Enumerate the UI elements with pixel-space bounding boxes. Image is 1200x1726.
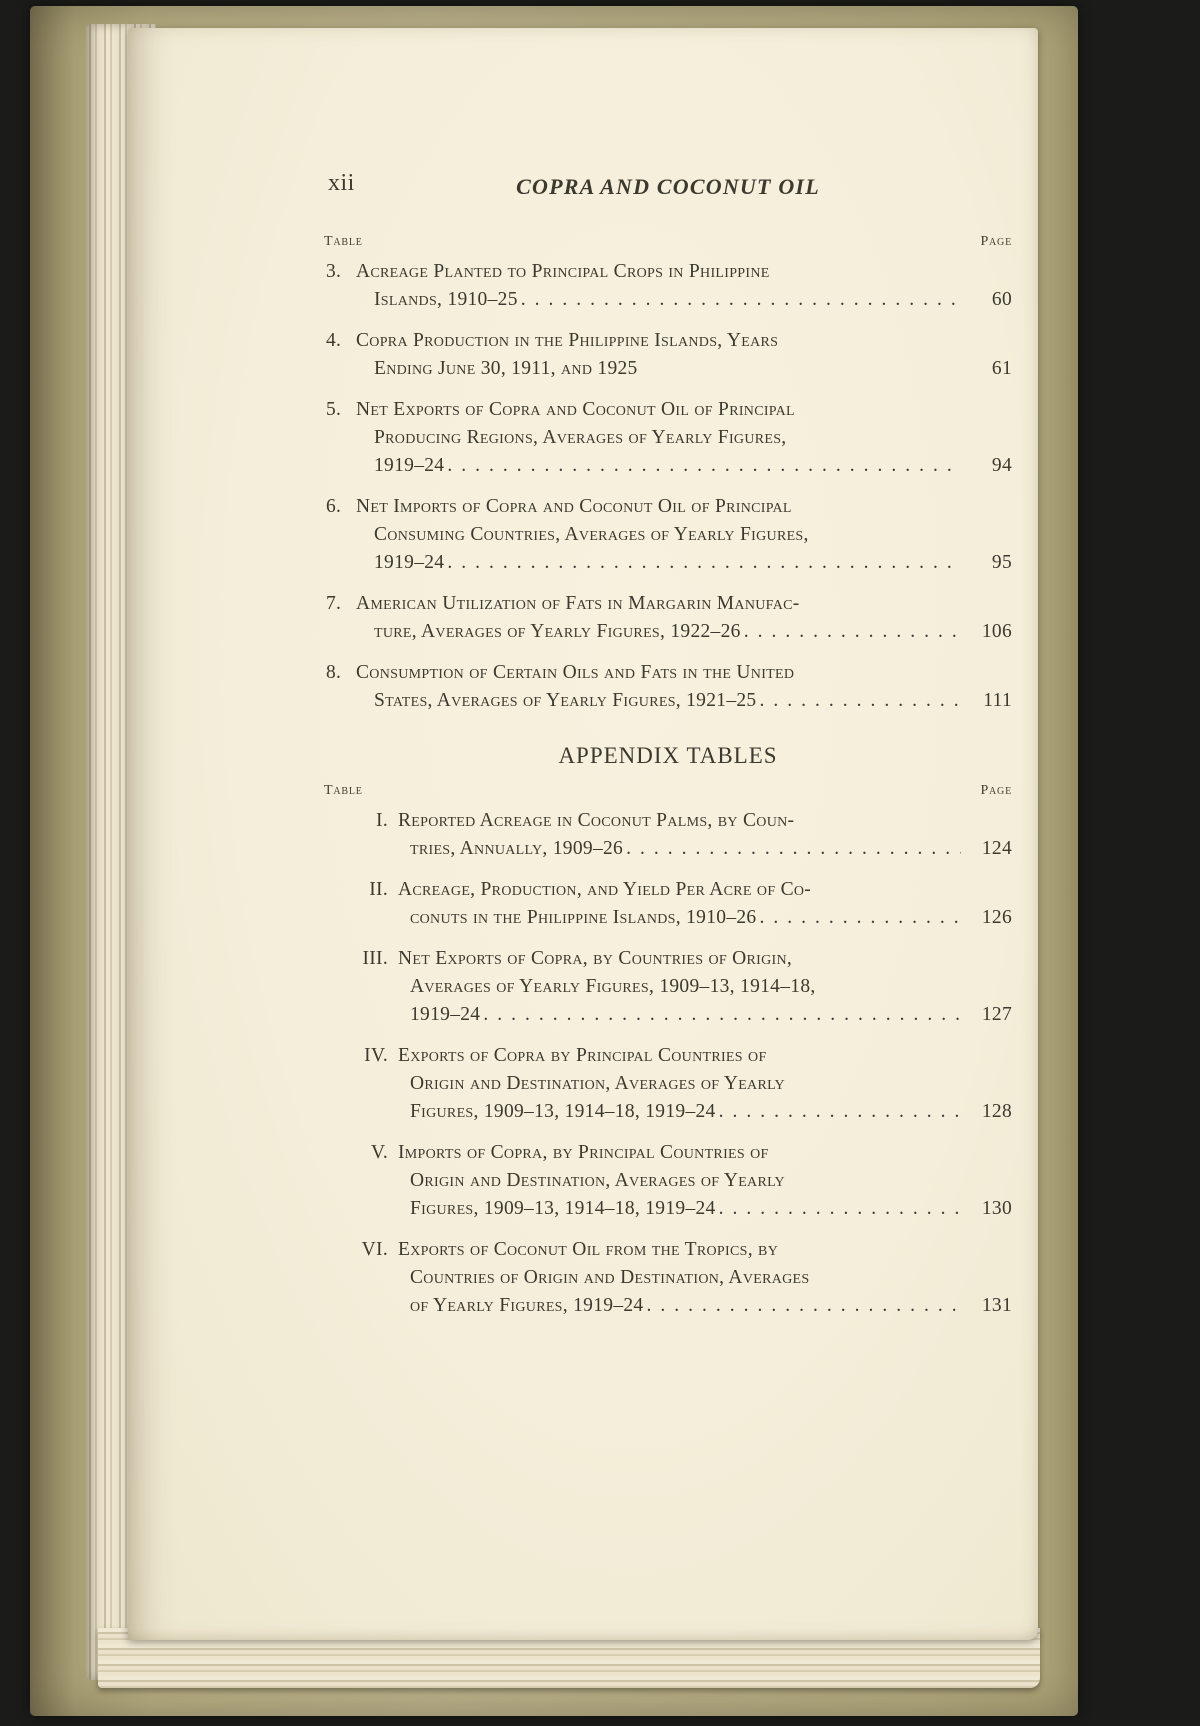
entry-text: States, Averages of Yearly Figures, 1921–25 [374,690,757,711]
running-head: COPRA AND COCONUT OIL [516,174,820,199]
entry-number: 6. [326,496,342,517]
entry-text: Acreage, Production, and Yield Per Acre of Co- [398,879,812,900]
appendix-table-list [324,807,1012,1320]
toc-entry-line [324,904,1012,932]
toc-entry-line [324,1195,1012,1223]
toc-entry [324,1042,1012,1126]
toc-entry-line [324,1292,1012,1320]
dot-leader [759,904,961,932]
entry-page-number: 130 [981,1198,1012,1219]
entry-text: Consumption of Certain Oils and Fats in the United [356,662,795,683]
entry-number: II. [369,879,388,900]
toc-entry-line [324,355,1012,383]
toc-entry [324,258,1012,314]
entry-text: Islands, 1910–25 [374,289,518,310]
entry-page-number: 60 [991,289,1012,310]
toc-entry-line [324,973,1012,1001]
entry-text: conuts in the Philippine Islands, 1910–26 [410,907,757,928]
entry-page-number: 95 [991,552,1012,573]
entry-text: Figures, 1909–13, 1914–18, 1919–24 [410,1101,716,1122]
toc-entry [324,945,1012,1029]
toc-entry [324,659,1012,715]
entry-text: 1919–24 [410,1004,481,1025]
book-page [128,28,1038,1640]
entry-text: Averages of Yearly Figures, 1909–13, 1914–18, [410,976,816,997]
dot-leader [646,1292,961,1320]
column-labels-main [324,234,1012,250]
page-folio: xii [328,170,355,196]
toc-entry [324,807,1012,863]
toc-entry-line [324,590,1012,618]
dot-leader [447,452,961,480]
toc-entry-line [324,659,1012,687]
toc-entry-line [324,1001,1012,1029]
table-column-label: Table [324,234,363,249]
entry-text: Producing Regions, Averages of Yearly Figures, [374,427,787,448]
toc-entry-line [324,876,1012,904]
column-labels-appendix [324,783,1012,799]
entry-page-number: 131 [981,1295,1012,1316]
entry-page-number: 61 [991,358,1012,379]
toc-entry-line [324,286,1012,314]
dot-leader [483,1001,961,1029]
entry-text: tries, Annually, 1909–26 [410,838,624,859]
entry-text: 1919–24 [374,455,445,476]
toc-entry [324,1139,1012,1223]
entry-number: 4. [326,330,342,351]
dot-leader [521,286,961,314]
page-header [324,146,1012,208]
toc-entry-line [324,1070,1012,1098]
toc-entry [324,1236,1012,1320]
entry-number: 3. [326,261,342,282]
entry-text: Figures, 1909–13, 1914–18, 1919–24 [410,1198,716,1219]
toc-entry [324,327,1012,383]
toc-entry-line [324,1098,1012,1126]
toc-entry-line [324,1264,1012,1292]
entry-number: VI. [361,1239,388,1260]
entry-number: 5. [326,399,342,420]
entry-text: Reported Acreage in Coconut Palms, by Coun- [398,810,795,831]
dot-leader [719,1098,961,1126]
dot-leader [719,1195,961,1223]
entry-number: III. [362,948,388,969]
entry-page-number: 111 [983,690,1012,711]
main-table-list [324,258,1012,715]
toc-entry-line [324,1139,1012,1167]
toc-entry-line [324,945,1012,973]
toc-entry-line [324,1167,1012,1195]
toc-entry-line [324,1042,1012,1070]
entry-text: Net Exports of Copra and Coconut Oil of Principal [356,399,795,420]
entry-text: 1919–24 [374,552,445,573]
entry-text: Imports of Copra, by Principal Countries of [398,1142,769,1163]
table-column-label: Table [324,783,363,798]
dot-leader [626,835,961,863]
toc-entry [324,590,1012,646]
toc-entry-line [324,424,1012,452]
entry-text: Origin and Destination, Averages of Yearly [410,1073,785,1094]
entry-text: Ending June 30, 1911, and 1925 [374,358,638,379]
page-content [324,146,1012,1333]
entry-page-number: 124 [981,838,1012,859]
dot-leader [447,549,961,577]
entry-text: American Utilization of Fats in Margarin Manufac- [356,593,800,614]
entry-number: V. [370,1142,388,1163]
entry-text: Net Exports of Copra, by Countries of Origin, [398,948,793,969]
toc-entry-line [324,396,1012,424]
dot-leader [759,687,961,715]
toc-entry [324,493,1012,577]
toc-entry-line [324,521,1012,549]
entry-number: 8. [326,662,342,683]
entry-page-number: 126 [981,907,1012,928]
toc-entry-line [324,452,1012,480]
toc-entry-line [324,835,1012,863]
toc-entry [324,396,1012,480]
toc-entry-line [324,807,1012,835]
toc-entry-line [324,258,1012,286]
toc-entry [324,876,1012,932]
entry-number: IV. [364,1045,388,1066]
toc-entry-line [324,618,1012,646]
toc-entry-line [324,687,1012,715]
entry-text: of Yearly Figures, 1919–24 [410,1295,644,1316]
entry-page-number: 128 [981,1101,1012,1122]
entry-number: I. [376,810,388,831]
entry-text: Origin and Destination, Averages of Yearly [410,1170,785,1191]
appendix-heading: APPENDIX TABLES [558,743,778,768]
toc-entry-line [324,1236,1012,1264]
dot-leader [744,618,961,646]
entry-text: Net Imports of Copra and Coconut Oil of Principal [356,496,792,517]
entry-text: Exports of Copra by Principal Countries of [398,1045,767,1066]
entry-text: Exports of Coconut Oil from the Tropics, by [398,1239,779,1260]
toc-entry-line [324,327,1012,355]
entry-text: Countries of Origin and Destination, Averages [410,1267,810,1288]
entry-text: Acreage Planted to Principal Crops in Philippine [356,261,770,282]
entry-text: ture, Averages of Yearly Figures, 1922–26 [374,621,741,642]
entry-text: Consuming Countries, Averages of Yearly Figures, [374,524,809,545]
page-column-label: Page [980,783,1012,798]
entry-page-number: 127 [981,1004,1012,1025]
entry-page-number: 94 [991,455,1012,476]
entry-number: 7. [326,593,342,614]
entry-page-number: 106 [981,621,1012,642]
toc-entry-line [324,549,1012,577]
toc-entry-line [324,493,1012,521]
entry-text: Copra Production in the Philippine Islands, Years [356,330,779,351]
page-column-label: Page [980,234,1012,249]
